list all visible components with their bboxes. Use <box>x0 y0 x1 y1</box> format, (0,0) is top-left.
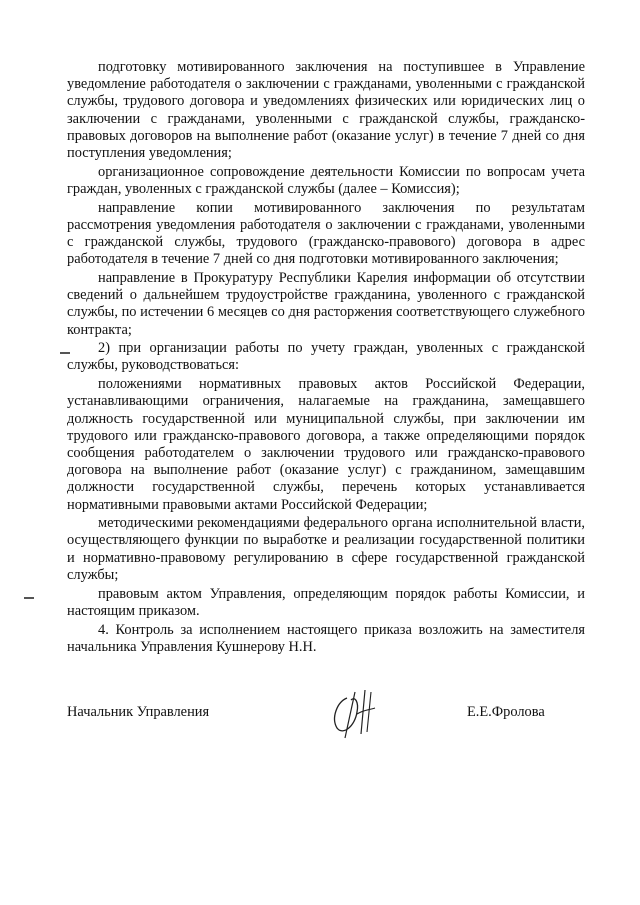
paragraph-1: подготовку мотивированного заключения на поступившее в Управление уведомление работодателя о заключении с гражданами, уволенными с гражданской службы, трудового договора и уведомлениях физических или юридических лиц о заключении с гражданами, уволенными с гражданской службы, гражданско-правовых договоров на выполнение работ (оказание услуг) в течение 7 дней со дня поступления уведомления; <box>67 59 585 162</box>
paragraph-2: организационное сопровождение деятельности Комиссии по вопросам учета граждан, уволенных с гражданской службы (далее – Комиссия); <box>67 163 585 197</box>
paragraph-8: правовым актом Управления, определяющим порядок работы Комиссии, и настоящим приказом. <box>67 585 585 619</box>
margin-mark <box>60 352 70 354</box>
paragraph-6: положениями нормативных правовых актов Российской Федерации, устанавливающими ограничения, налагаемые на гражданина, замещавшего должность государственной или муниципальной службы, при заключении им трудового или гражданско-правового договора, а также определяющими порядок сообщения работодателем о заключении трудового или гражданско-правового договора на выполнение работ (оказание услуг) с гражданином, замещавшим должности государственной службы, перечень которых устанавливается нормативными правовыми актами Российской Федерации; <box>67 376 585 513</box>
margin-mark <box>24 597 34 599</box>
handwritten-signature <box>325 688 385 740</box>
paragraph-4: направление в Прокуратуру Республики Карелия информации об отсутствии сведений о дальнейшем трудоустройстве гражданина, уволенного с гражданской службы, по истечении 6 месяцев со дня расторжения соответствующего служебного контракта; <box>67 269 585 338</box>
document-body <box>67 59 585 657</box>
signatory-name: Е.Е.Фролова <box>467 704 545 720</box>
paragraph-9: 4. Контроль за исполнением настоящего приказа возложить на заместителя начальника Управления Кушнерову Н.Н. <box>67 621 585 655</box>
paragraph-3: направление копии мотивированного заключения по результатам рассмотрения уведомления работодателя о заключении с гражданами, уволенными с гражданской службы, трудового (гражданско-правового) договора в адрес работодателя в течение 7 дней со дня подготовки мотивированного заключения; <box>67 199 585 268</box>
paragraph-7: методическими рекомендациями федерального органа исполнительной власти, осуществляющего функции по выработке и реализации государственной политики и нормативно-правовому регулированию в сфере государственной гражданской службы; <box>67 515 585 583</box>
signatory-position: Начальник Управления <box>67 704 210 720</box>
paragraph-5: 2) при организации работы по учету граждан, уволенных с гражданской службы, руководствоваться: <box>67 340 585 374</box>
signature-block <box>67 704 585 724</box>
